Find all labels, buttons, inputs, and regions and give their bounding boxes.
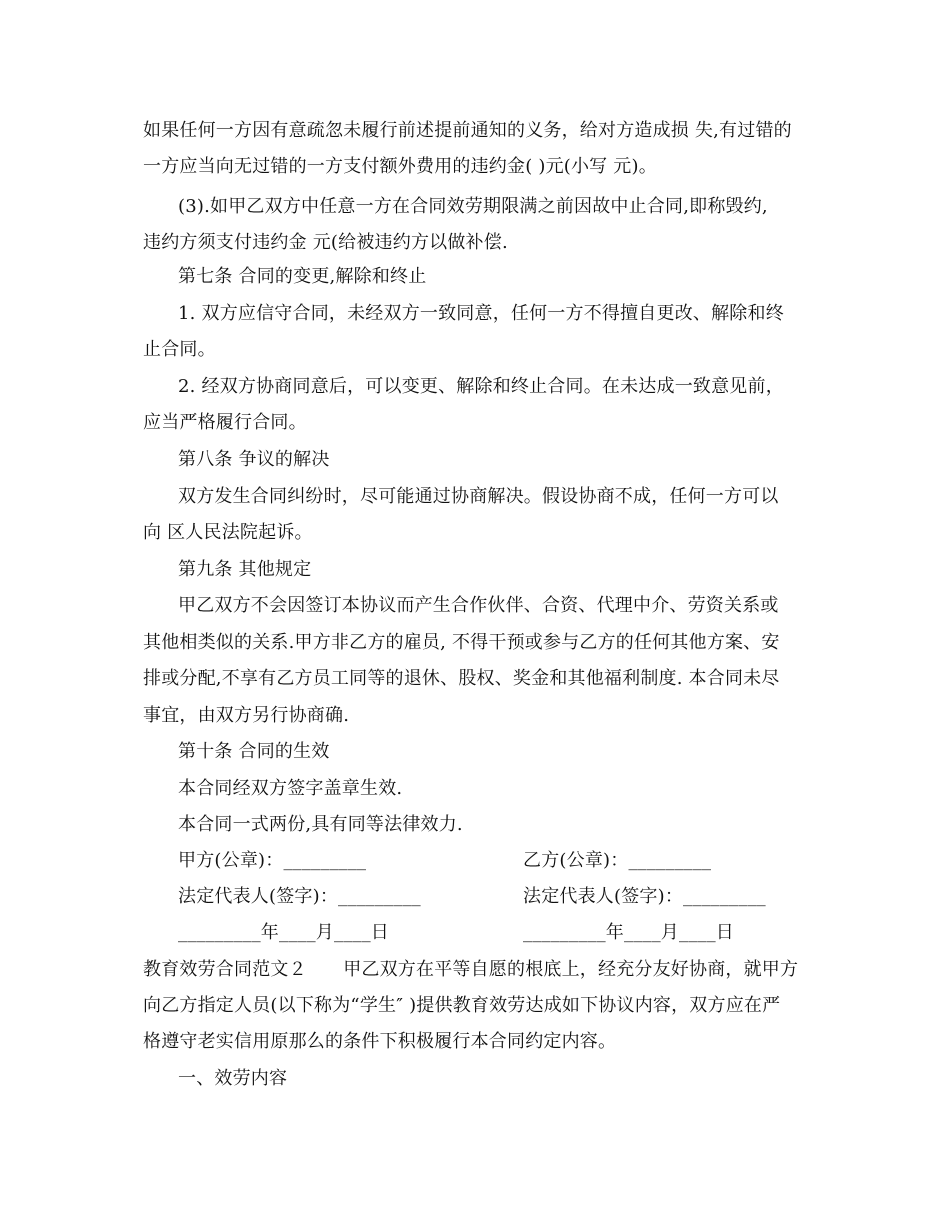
paragraph-line: 双方发生合同纠纷时，尽可能通过协商解决。假设协商不成，任何一方可以 [178,486,779,507]
paragraph-line: 本合同一式两份,具有同等法律效力. [178,814,463,835]
next-contract-intro: 教育效劳合同范文２ 甲乙双方在平等自愿的根底上，经充分友好协商，就甲方 [143,959,799,980]
section-heading-10: 第十条 合同的生效 [178,741,330,762]
paragraph-line: (3).如甲乙双方中任意一方在合同效劳期限满之前因故中止合同,即称毁约, [178,196,768,217]
section-heading-8: 第八条 争议的解决 [178,449,330,470]
party-b-representative: 法定代表人(签字)：_________ [523,886,766,907]
section-heading-7: 第七条 合同的变更,解除和终止 [178,266,427,287]
paragraph-line: 如果任何一方因有意疏忽未履行前述提前通知的义务，给对方造成损 失,有过错的 [143,120,792,141]
party-b-seal: 乙方(公章)：_________ [523,850,712,871]
party-a-seal: 甲方(公章)：_________ [178,850,367,871]
paragraph-line: 事宜，由双方另行协商确. [143,705,350,726]
section-heading-9: 第九条 其他规定 [178,559,312,580]
paragraph-line: 本合同经双方签字盖章生效. [178,778,403,799]
party-a-representative: 法定代表人(签字)：_________ [178,886,421,907]
paragraph-line: 向 区人民法院起诉。 [143,522,313,543]
paragraph-line: 2. 经双方协商同意后，可以变更、解除和终止合同。在未达成一致意见前， [178,376,784,397]
paragraph-line: 向乙方指定人员(以下称为“学生″ )提供教育效劳达成如下协议内容，双方应在严 [143,995,781,1016]
paragraph-line: 应当严格履行合同。 [143,412,307,433]
section-heading-service-content: 一、效劳内容 [178,1068,288,1089]
paragraph-line: 甲乙双方不会因签订本协议而产生合作伙伴、合资、代理中介、劳资关系或 [178,595,779,616]
paragraph-line: 排或分配,不享有乙方员工同等的退休、股权、奖金和其他福利制度. 本合同未尽 [143,668,780,689]
paragraph-line: 一方应当向无过错的一方支付额外费用的违约金( )元(小写 元)。 [143,156,657,177]
paragraph-line: 违约方须支付违约金 元(给被违约方以做补偿. [143,232,508,253]
party-a-date: _________年____月____日 [178,922,389,943]
paragraph-line: 格遵守老实信用原那么的条件下积极履行本合同约定内容。 [143,1031,617,1052]
paragraph-line: 止合同。 [143,339,216,360]
paragraph-line: 其他相类似的关系.甲方非乙方的雇员, 不得干预或参与乙方的任何其他方案、安 [143,632,780,653]
paragraph-line: 1. 双方应信守合同，未经双方一致同意，任何一方不得擅自更改、解除和终 [178,303,784,324]
party-b-date: _________年____月____日 [523,922,734,943]
